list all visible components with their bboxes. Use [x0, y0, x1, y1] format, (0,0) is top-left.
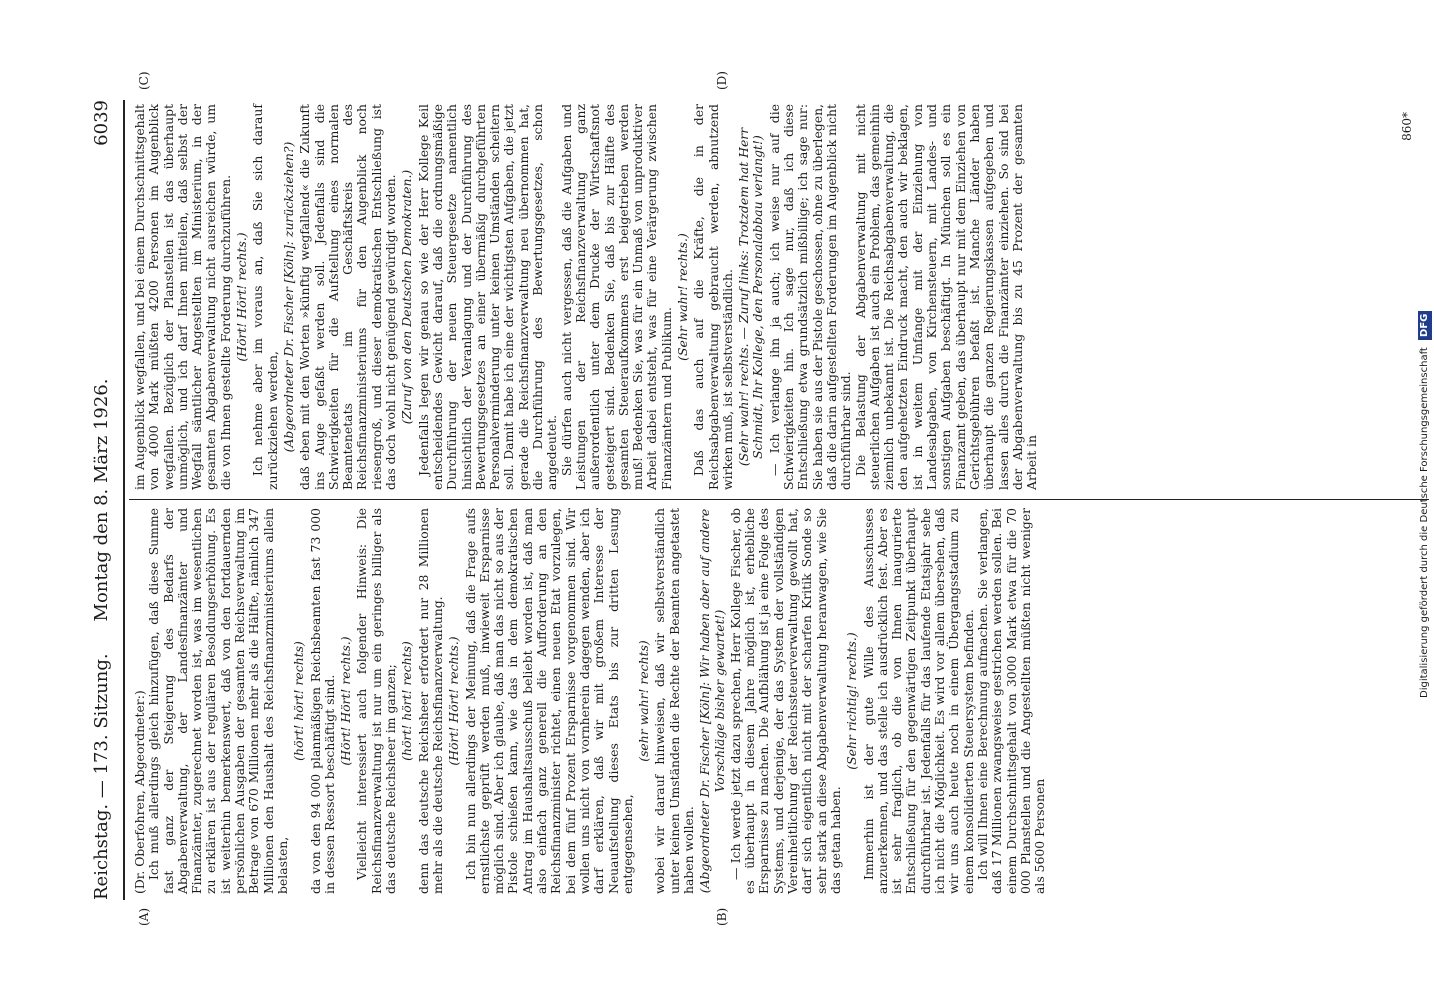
paragraph: Immerhin ist der gute Wille des Ausschusses anzuerkennen, und das stelle ich ausdrücklich fest. Aber es ist sehr fraglich, ob die von Ihnen inaugurierte Entschließung für den gegenwärtigen Zeitpunkt überhaupt durchführbar ist. Jedenfalls für das laufende Etatsjahr sehe ich nicht die Möglichkeit. Es wird vor allem übersehen, daß wir uns auch heute noch in einem Übergangsstadium zu einem konsolidierten Steuersystem befinden.	[860, 508, 976, 894]
column-divider	[129, 499, 1429, 500]
paragraph: Vielleicht interessiert auch folgender Hinweis: Die Reichsfinanzverwaltung ist nur um ein geringes billiger als das deutsche Reichsheer im ganzen;	[354, 508, 399, 894]
page-number: 6039	[91, 100, 112, 146]
paragraph: Jedenfalls legen wir genau so wie der Herr Kollege Keil entscheidendes Gewicht darauf, daß die ordnungsmäßige Durchführung der neuen Steuergesetze namentlich hinsichtlich der Veranlagung und der Durchführung des Bewertungsgesetzes an einer übermäßig durchgeführten Personalverminderung unter keinen Umständen scheitern soll. Damit habe ich eine der wichtigsten Aufgaben, die jetzt gerade die Reichsfinanzverwaltung neu übernommen hat, die Durchführung des Bewertungsgesetzes, schon angedeutet.	[415, 104, 560, 490]
paragraph: Ich muß allerdings gleich hinzufügen, daß diese Summe fast ganz der Steigerung des Bedarfs der Abgabenverwaltung, der Landesfinanzämter und Finanzämter, zugerechnet worden ist, was im wesentlichen zu erklären ist aus der regulären Besoldungserhöhung. Es ist weiterhin bemerkenswert, daß von den fortdauernden persönlichen Ausgaben der gesamten Reichsverwaltung im Betrage von 670 Millionen mehr als die Hälfte, nämlich 347 Millionen den Haushalt des Reichsfinanzministeriums allein belasten,	[146, 508, 290, 894]
interjection: (Hört! Hört! rechts.)	[234, 232, 250, 362]
paragraph: — Ich verlange ihn ja auch; ich weise nur auf die Schwierigkeiten hin. Ich sage nur, daß ich diese Entschließung etwa grundsätzlich mißbillige; ich sage nur: Sie haben sie aus der Pistole geschossen, ohne zu überlegen, daß die darin aufgestellten Forderungen im Augenblick nicht durchführbar sind.	[766, 104, 854, 490]
rotated-page	[75, 71, 1434, 926]
right-column	[133, 104, 1039, 490]
paragraph: Ich bin nun allerdings der Meinung, daß die Frage aufs ernstlichste geprüft werden muß, inwieweit Ersparnisse möglich sind. Aber ich glaube, daß man das nicht so aus der Pistole schießen kann, wie das in dem demokratischen Antrag im Haushaltsausschuß beliebt worden ist, daß man also einfach ganz generell die Aufforderung an den Reichsfinanzminister richtet, einen neuen Etat vorzulegen, bei dem fünf Prozent Ersparnisse vorgenommen sind. Wir wollen uns nicht von vornherein dagegen wenden, aber ich darf erklären, daß wir mit großem Interesse der Neuaufstellung dieses Etats bis zur dritten Lesung entgegensehen,	[462, 508, 635, 894]
margin-marker-d: (D)	[715, 71, 729, 90]
interjection: (Zuruf von den Deutschen Demokraten.)	[399, 169, 415, 425]
header-rule	[123, 100, 125, 900]
header-session: Reichstag. — 173. Sitzung.	[91, 653, 112, 900]
digitization-credit	[1418, 8, 1432, 698]
margin-marker-a: (A)	[137, 907, 151, 926]
interjection: (Sehr wahr! rechts. — Zuruf links: Trotzdem hat Herr Schmidt, Ihr Kollege, den Personalabbau verlangt!)	[736, 127, 766, 467]
interjection: (Hört! Hört! rechts.)	[338, 636, 354, 766]
paragraph: — Ich werde jetzt dazu sprechen, Herr Kollege Fischer, ob es überhaupt in diesem Jahre möglich ist, erhebliche Ersparnisse zu machen. Die Aufblähung ist ja eine Folge des Systems, und derjenige, der das System der vollständigen Vereinheitlichung der Reichssteuerverwaltung gewollt hat, darf sich eigentlich nicht mit der scharfen Kritik Sonde so sehr stark an diese Abgabenverwaltung heranwagen, wie Sie das getan haben.	[727, 508, 843, 894]
interjection: (Hört! Hört! rechts.)	[446, 636, 462, 766]
header-date: Montag den 8. März 1926.	[91, 378, 112, 622]
left-column	[133, 508, 1047, 894]
digitization-sidebar	[1418, 8, 1432, 698]
signature-mark: 860*	[1400, 112, 1414, 141]
paragraph: denn das deutsche Reichsheer erfordert nur 28 Millionen mehr als die deutsche Reichsfinanzverwaltung.	[415, 508, 445, 894]
margin-marker-b: (B)	[715, 907, 729, 926]
interjection: (sehr wahr! rechts)	[636, 640, 652, 762]
paragraph: Daß das auch auf die Kräfte, die in der Reichsabgabenverwaltung gebraucht werden, abnutzend wirken muß, ist selbstverständlich.	[691, 104, 735, 490]
paragraph: Ich will Ihnen eine Berechnung aufmachen. Sie verlangen, daß 17 Millionen zwangsweise gestrichen werden sollen. Bei einem Durchschnittsgehalt von 3000 Mark etwa für die 70 000 Planstellen und die Angestellten müßten nicht weniger als 5600 Personen	[974, 508, 1048, 894]
interjection: (hört! hört! rechts)	[399, 641, 415, 761]
paragraph: (Dr. Oberfohren, Abgeordneter:)	[132, 690, 147, 894]
paragraph: im Augenblick wegfallen, und bei einem Durchschnittsgehalt von 4000 Mark müßten 4200 Personen im Augenblick wegfallen. Bezüglich der Planstellen ist das überhaupt unmöglich, und ich darf Ihnen mitteilen, daß selbst der Wegfall sämtlicher Angestellten im Ministerium, in der gesamten Abgabenverwaltung nicht ausreichen würde, um die von Ihnen gestellte Forderung durchzuführen.	[132, 104, 233, 490]
interjection: (Sehr wahr! rechts.)	[674, 233, 690, 361]
paragraph: Ich nehme aber im voraus an, daß Sie sich darauf zurückziehen werden,	[250, 104, 280, 490]
dfg-logo: DFG	[1418, 311, 1432, 340]
paragraph: Die Belastung der Abgabenverwaltung mit nicht steuerlichen Aufgaben ist auch ein Problem, das gemeinhin ziemlich unbekannt ist. Die Reichsabgabenverwaltung, die den aufgehetzten Eindruck macht, den auch wir beklagen, ist in weitem Umfange mit der Einziehung von Landesabgaben, von Kirchensteuern, mit Landes- und sonstigen Aufgaben beschäftigt. In München soll es ein Finanzamt geben, das überhaupt nur mit dem Einziehen von Gerichtsgebühren befaßt ist. Manche Länder haben überhaupt die ganzen Regierungskassen aufgegeben und lassen alles durch die Finanzämter einziehen. So sind bei der Abgabenverwaltung bis zu 45 Prozent der gesamten Arbeit in	[852, 104, 1040, 490]
interjection: (hört! hört! rechts)	[291, 641, 307, 761]
paragraph: daß eben mit den Worten »künftig wegfallend« die Zukunft ins Auge gefaßt werden soll. Jedenfalls sind die Schwierigkeiten für die Aufstellung eines normalen Beamtenetats im Geschäftskreis des Reichsfinanzministeriums für den Augenblick noch riesengroß, und dieser demokratischen Entschließung ist das doch wohl nicht genügend gewürdigt worden.	[297, 104, 399, 490]
digitization-credit-text: Digitalisierung gefördert durch die Deutsche Forschungsgemeinschaft	[1419, 347, 1430, 698]
interjection: (Sehr richtig! rechts.)	[844, 632, 860, 770]
paragraph: wobei wir darauf hinweisen, daß wir selbstverständlich unter keinen Umständen die Rechte der Beamten angetastet haben wollen.	[652, 508, 696, 894]
paragraph: da von den 94 000 planmäßigen Reichsbeamten fast 73 000 in dessen Ressort beschäftigt sind.	[307, 508, 337, 894]
interjection: (Abgeordneter Dr. Fischer [Köln]: zurückziehen?)	[280, 141, 296, 453]
margin-marker-c: (C)	[137, 71, 151, 90]
interjection: (Abgeordneter Dr. Fischer [Köln]: Wir haben aber auf andere Vorschläge bisher gewartet!)	[697, 508, 727, 894]
paragraph: Sie dürfen auch nicht vergessen, daß die Aufgaben und Leistungen der Reichsfinanzverwaltung ganz außerordentlich unter dem Drucke der Wirtschaftsnot gesteigert sind. Bedenken Sie, daß bis zur Hälfte des gesamten Steueraufkommens erst beigetrieben werden muß! Bedenken Sie, was für ein Unmaß von unproduktiver Arbeit dabei entsteht, was für eine Verärgerung zwischen Finanzämtern und Publikum.	[558, 104, 674, 490]
